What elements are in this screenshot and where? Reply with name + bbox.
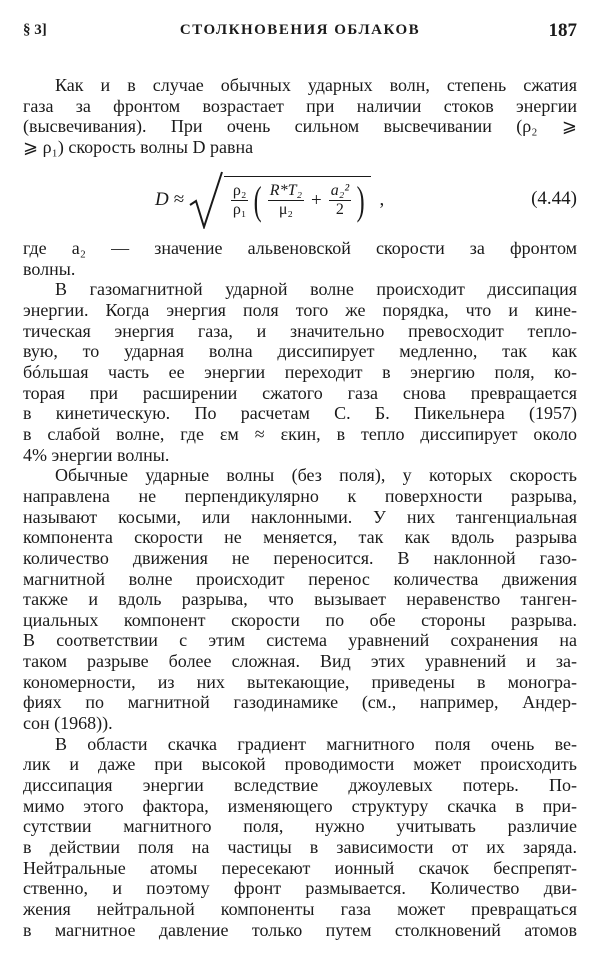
fraction-denominator: μ₂ [278, 201, 293, 218]
text-line: Обычные ударные волны (без поля), у которых скорость [55, 465, 577, 486]
fraction-denominator: ρ₁ [232, 201, 247, 218]
alfven-term [329, 182, 351, 219]
right-paren: ) [356, 177, 365, 223]
text-line: (высвечивания). При очень сильном высвечивании (ρ₂ ⩾ [23, 116, 577, 137]
text-line: 4% энергии волны. [23, 444, 170, 465]
section-number: § 3] [23, 22, 47, 38]
text-line: называют косыми, или наклонными. У них тангенциальная [23, 506, 577, 527]
text-line: ственно, и поэтому фронт размывается. Количество дви- [23, 878, 577, 899]
text-line: бóльшая часть ее энергии переходит в энергию поля, ко- [23, 361, 577, 382]
text-line: также и вдоль разрыва, что вызывает неравенство танген- [23, 589, 577, 610]
paragraph-1 [23, 75, 577, 158]
text-line: фиях по магнитной газодинамике (см., например, Андер- [23, 692, 577, 713]
text-line: диссипация энергии вследствие джоулевых потерь. По- [23, 775, 577, 796]
radical-sign [188, 171, 224, 229]
plus-sign: + [311, 189, 322, 211]
text-line: Нейтральные атомы пересекают ионный скачок беспрепят- [23, 857, 577, 878]
equation-4-44 [0, 168, 600, 230]
formula-lhs: D ≈ [155, 189, 184, 210]
text-line: количество движения не переносится. В наклонной газо- [23, 547, 577, 568]
text-line: сон (1968)). [23, 713, 113, 734]
thermal-term [268, 182, 304, 219]
text-line: направлена не перпендикулярно к поверхности разрыва, [23, 485, 577, 506]
body-text [23, 238, 577, 940]
text-line: сутствии магнитного поля, нужно учитывать различие [23, 816, 577, 837]
fraction-numerator: R*T₂ [269, 182, 303, 199]
text-line: торая при расширении сжатого газа снова превращается [23, 382, 577, 403]
text-line: ⩾ ρ₁) скорость волны D равна [23, 136, 254, 157]
text-line: Как и в случае обычных ударных волн, степень сжатия [55, 75, 577, 95]
equation-number: (4.44) [531, 188, 577, 209]
running-header [23, 20, 577, 42]
fraction-numerator: ρ₂ [232, 182, 247, 199]
text-line: магнитной волне происходит перенос количества движения [23, 568, 577, 589]
text-line: вую, то ударная волна диссипирует медленно, так как [23, 341, 577, 362]
text-line: в магнитное давление только путем столкновений атомов [23, 919, 577, 940]
text-line: таком разрыве более сложная. Вид этих уравнений и за- [23, 651, 577, 672]
page-number: 187 [548, 20, 577, 41]
text-line: газа за фронтом возрастает при наличии стоков энергии [23, 95, 577, 116]
fraction-denominator: 2 [335, 201, 344, 218]
left-paren: ( [254, 177, 263, 223]
density-ratio [231, 182, 249, 219]
text-line: В газомагнитной ударной волне происходит диссипация [55, 279, 577, 300]
text-line: компонента скорости не меняется, так как вдоль разрыва [23, 527, 577, 548]
text-line: волны. [23, 258, 76, 279]
fraction-numerator: a₂² [330, 182, 350, 199]
text-line: тическая энергия газа, и значительно превосходит тепло- [23, 320, 577, 341]
chapter-title: СТОЛКНОВЕНИЯ ОБЛАКОВ [179, 22, 421, 38]
text-line: мимо этого фактора, изменяющего структуру скачка в при- [23, 795, 577, 816]
text-line: лик и даже при высокой проводимости может происходить [23, 754, 577, 775]
text-line: В соответствии с этим система уравнений сохранения на [23, 630, 577, 651]
text-line: жения нейтральной компоненты газа может превращаться [23, 899, 577, 919]
formula-comma: , [379, 189, 385, 210]
text-line: кономерности, из них вытекающие, приведены в моногра- [23, 671, 577, 692]
text-line: энергии. Когда энергия поля того же порядка, что и кине- [23, 299, 577, 320]
text-line: циальных компонент скорости по обе стороны разрыва. [23, 609, 577, 630]
text-line: где a₂ — значение альвеновской скорости за фронтом [23, 238, 577, 258]
text-line: в действии поля на частицы в зависимости от их заряда. [23, 837, 577, 858]
text-line: в слабой волне, где εм ≈ εкин, в тепло диссипирует около [23, 423, 577, 444]
text-line: В области скачка градиент магнитного поля очень ве- [55, 733, 577, 754]
text-line: в кинетическую. По расчетам С. Б. Пикельнера (1957) [23, 403, 577, 424]
